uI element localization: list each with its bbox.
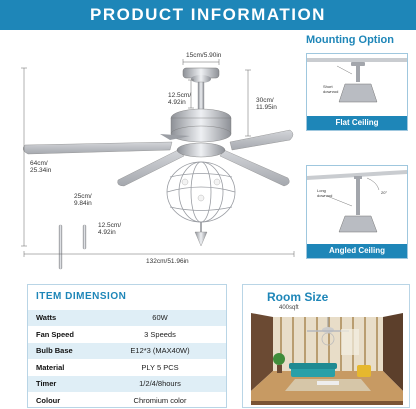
row-value: PLY 5 PCS [141, 362, 179, 372]
angled-note-line1: Long [317, 188, 326, 193]
item-dimension-title: ITEM DIMENSION [36, 291, 127, 302]
room-illustration [251, 313, 403, 405]
table-row [28, 359, 226, 376]
angled-note-line2: downrod [317, 193, 333, 198]
row-key: Timer [36, 379, 57, 389]
row-value: 60W [152, 313, 168, 323]
row-value: Chromium color [133, 395, 187, 405]
angle-label: 20° [381, 190, 388, 195]
total-height-cm: 64cm/ [30, 160, 48, 167]
flat-ceiling-card [306, 53, 408, 131]
table-row [28, 375, 226, 392]
long-rod-cm: 25cm/ [74, 193, 92, 200]
room-size-panel [242, 284, 410, 408]
angled-ceiling-drawing [307, 166, 407, 244]
angled-ceiling-label: Angled Ceiling [307, 244, 407, 258]
table-row [28, 326, 226, 343]
flat-ceiling-drawing [307, 54, 407, 116]
item-dimension-table [27, 284, 227, 408]
table-row [28, 309, 226, 326]
angled-ceiling-illustration [307, 166, 407, 244]
room-size-title: Room Size [267, 290, 329, 304]
row-key: Watts [36, 313, 57, 323]
flat-note-line1: Short [323, 84, 333, 89]
flat-ceiling-label: Flat Ceiling [307, 116, 407, 130]
row-value: 3 Speeds [144, 329, 176, 339]
short-rod-cm: 12.5cm/ [98, 222, 122, 229]
table-row [28, 392, 226, 409]
span-width-label: 132cm/51.96in [146, 258, 189, 265]
canopy-width-label: 15cm/5.90in [186, 52, 222, 59]
downrod-length-in: 4.92in [168, 99, 186, 106]
page-title: PRODUCT INFORMATION [90, 5, 326, 24]
row-value: E12*3 (MAX40W) [130, 346, 190, 356]
angled-ceiling-card [306, 165, 408, 259]
table-row [28, 342, 226, 359]
flat-note-line2: downrod [323, 89, 339, 94]
top-height-cm: 30cm/ [256, 97, 274, 104]
ceiling-fan-illustration [0, 32, 300, 277]
flat-ceiling-illustration [307, 54, 407, 116]
top-height-in: 11.95in [256, 104, 277, 111]
mounting-option-title: Mounting Option [306, 34, 394, 46]
row-value: 1/2/4/8hours [139, 379, 181, 389]
row-key: Colour [36, 395, 61, 405]
row-key: Material [36, 362, 65, 372]
room-size-value: 400sqft [279, 305, 299, 311]
row-key: Fan Speed [36, 329, 74, 339]
short-rod-in: 4.92in [98, 229, 116, 236]
long-rod-in: 9.84in [74, 200, 92, 207]
downrod-length-cm: 12.5cm/ [168, 92, 192, 99]
total-height-in: 25.34in [30, 167, 52, 174]
row-key: Bulb Base [36, 346, 73, 356]
header-banner [0, 0, 416, 30]
